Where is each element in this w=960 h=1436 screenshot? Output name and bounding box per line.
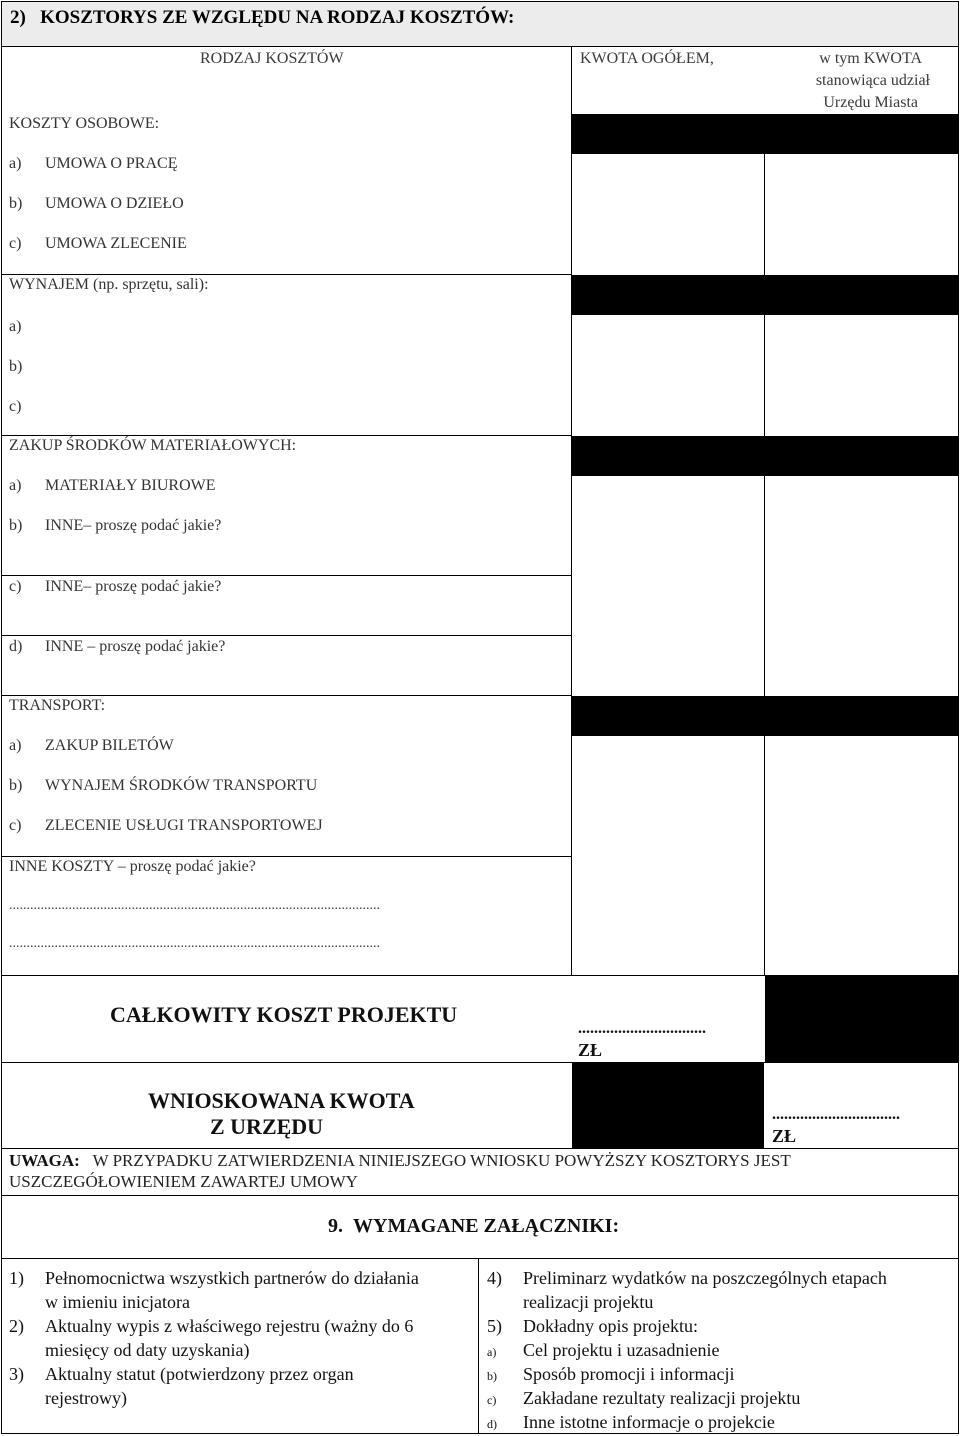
shaded-cell-rental	[572, 275, 958, 315]
row-personnel: KOSZTY OSOBOWE:	[9, 115, 160, 132]
row-mandate-contract: c) UMOWA ZLECENIE	[9, 235, 187, 252]
row-line	[1, 1062, 959, 1063]
total-cost-amount-dots[interactable]: ................................	[578, 1020, 706, 1037]
attachments-heading-band	[1, 1195, 959, 1259]
row-rental: WYNAJEM (np. sprzętu, sali):	[9, 276, 209, 293]
row-line	[1, 1148, 959, 1149]
row-work-contract: b) UMOWA O DZIEŁO	[9, 195, 184, 212]
note-text-1: W PRZYPADKU ZATWIERDZENIA NINIEJSZEGO WNIOSKU POWYŻSZY KOSZTORYS JEST	[92, 1151, 791, 1170]
attachment-item: 1) Pełnomocnictwa wszystkich partnerów do działania w imieniu inicjatora	[9, 1268, 419, 1312]
row-transport: TRANSPORT:	[9, 697, 106, 714]
requested-label-2: Z URZĘDU	[210, 1114, 324, 1139]
header-city-share-2: stanowiąca udział	[815, 72, 930, 89]
shaded-cell-requested-total	[572, 1063, 764, 1148]
shaded-cell-materials	[572, 436, 958, 476]
attachment-item: a) Cel projektu i uzasadnienie	[487, 1340, 720, 1360]
row-other-b: b) INNE– proszę podać jakie?	[9, 517, 222, 534]
header-city-share-1: w tym KWOTA	[819, 50, 922, 67]
row-line	[1, 695, 572, 696]
row-line	[1, 635, 572, 636]
note-label: UWAGA:	[9, 1151, 80, 1170]
row-line	[1, 274, 572, 275]
row-employment-contract: a) UMOWA O PRACĘ	[9, 155, 178, 172]
row-rental-a: a)	[9, 318, 22, 335]
attachment-item: 4) Preliminarz wydatków na poszczególnych etapach realizacji projektu	[487, 1268, 887, 1312]
attachment-item: b) Sposób promocji i informacji	[487, 1364, 735, 1384]
row-transport-service: c) ZLECENIE USŁUGI TRANSPORTOWEJ	[9, 817, 323, 834]
attachment-item: c) Zakładane rezultaty realizacji projektu	[487, 1388, 801, 1408]
row-line	[1, 435, 572, 436]
row-vehicle-rental: b) WYNAJEM ŚRODKÓW TRANSPORTU	[9, 777, 318, 794]
attachment-item: 3) Aktualny statut (potwierdzony przez organ rejestrowy)	[9, 1364, 354, 1408]
requested-currency: ZŁ	[772, 1126, 797, 1146]
row-materials: ZAKUP ŚRODKÓW MATERIAŁOWYCH:	[9, 437, 297, 454]
requested-amount-dots[interactable]: ................................	[772, 1106, 900, 1123]
attachments-left	[9, 1266, 474, 1410]
row-rental-b: b)	[9, 358, 23, 375]
shaded-cell-transport	[572, 696, 958, 736]
row-other-costs: INNE KOSZTY – proszę podać jakie?	[9, 858, 256, 875]
other-costs-fill-line-2[interactable]: ..........................................................................................................	[9, 936, 380, 951]
attachments-heading: 9. WYMAGANE ZAŁĄCZNIKI:	[328, 1215, 620, 1237]
total-cost-currency: ZŁ	[578, 1040, 603, 1060]
row-line	[1, 575, 572, 576]
header-type: RODZAJ KOSZTÓW	[200, 50, 344, 67]
shaded-cell-total-city	[765, 976, 958, 1062]
row-office-supplies: a) MATERIAŁY BIUROWE	[9, 477, 216, 494]
note	[9, 1150, 791, 1192]
attachment-item: 5) Dokładny opis projektu:	[487, 1316, 698, 1336]
note-text-2: USZCZEGÓŁOWIENIEM ZAWARTEJ UMOWY	[9, 1172, 358, 1191]
attachments-divider	[478, 1258, 479, 1434]
attachments-right	[487, 1266, 955, 1434]
row-rental-c: c)	[9, 398, 22, 415]
total-cost-label: CAŁKOWITY KOSZT PROJEKTU	[110, 1002, 458, 1027]
row-line	[1, 856, 572, 857]
section-heading-band	[1, 1, 959, 47]
attachment-item: d) Inne istotne informacje o projekcie	[487, 1412, 775, 1432]
requested-label-1: WNIOSKOWANA KWOTA	[148, 1088, 415, 1113]
row-other-d: d) INNE – proszę podać jakie?	[9, 638, 226, 655]
shaded-cell-personnel	[572, 114, 958, 154]
header-city-share-3: Urzędu Miasta	[823, 94, 918, 111]
col-divider-total	[571, 47, 572, 975]
row-other-c: c) INNE– proszę podać jakie?	[9, 578, 222, 595]
header-total: KWOTA OGÓŁEM,	[580, 50, 714, 67]
row-tickets: a) ZAKUP BILETÓW	[9, 737, 174, 754]
other-costs-fill-line-1[interactable]: ..........................................................................................................	[9, 898, 380, 913]
section-heading: 2) KOSZTORYS ZE WZGLĘDU NA RODZAJ KOSZTÓW:	[10, 7, 515, 28]
attachment-item: 2) Aktualny wypis z właściwego rejestru (ważny do 6 miesięcy od daty uzyskania)	[9, 1316, 414, 1360]
